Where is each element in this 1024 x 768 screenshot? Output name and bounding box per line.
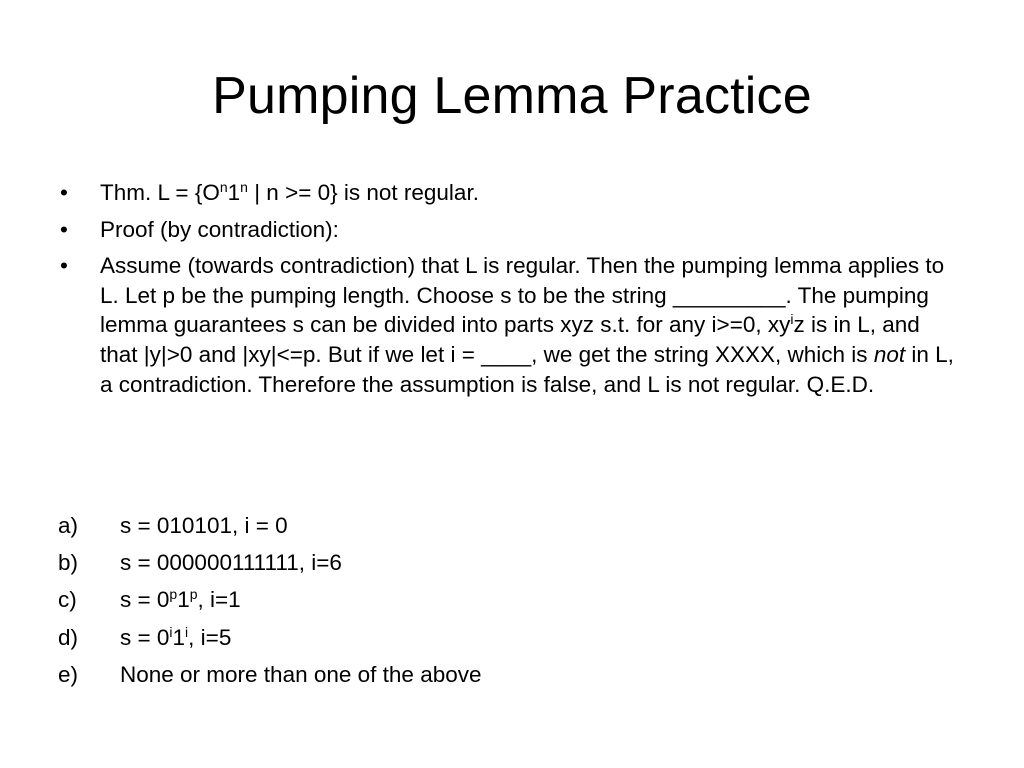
option-text: s = 010101, i = 0 — [120, 513, 288, 538]
assume-text-part3: in L, a contradiction. Therefore the assumption is false, and L is not regular. Q.E.D. — [100, 341, 954, 397]
option-text-post: , i=1 — [197, 587, 241, 613]
option-b — [58, 548, 958, 578]
theorem-sup-1: n — [219, 179, 228, 195]
option-sup-1: p — [169, 586, 178, 603]
option-text-post: , i=5 — [188, 624, 232, 650]
option-sup-2: p — [189, 586, 198, 603]
option-marker: d) — [58, 624, 79, 650]
assume-text-part2: z is in L, and that |y|>0 and |xy|<=p. But if we let i = ____, we get the string XXXX, which is — [100, 312, 920, 367]
theorem-text-post: | n >= 0} is not regular. — [247, 180, 479, 205]
bullet-marker: • — [60, 180, 68, 205]
option-sup-2: i — [185, 623, 189, 640]
option-marker: b) — [58, 550, 79, 576]
assume-text-part1: Assume (towards contradiction) that L is regular. Then the pumping lemma applies to L. Let p be the pumping length. Choose s to be the string _________. The pumping lemma guarantees s can be divided into parts xyz s.t. for any i>=0, xy — [100, 253, 945, 338]
option-text-mid: 1 — [177, 587, 190, 613]
bullet-theorem — [58, 178, 963, 208]
option-text: s = 000000111111, i=6 — [120, 550, 342, 576]
option-e — [58, 660, 958, 690]
option-c — [58, 585, 958, 615]
proof-text: Proof (by contradiction): — [100, 216, 339, 242]
bullet-marker: • — [60, 216, 68, 242]
option-text-mid: 1 — [172, 624, 186, 650]
bullet-assume — [58, 251, 963, 399]
option-a — [58, 511, 958, 541]
answer-options — [58, 511, 958, 697]
bullet-proof — [58, 215, 963, 245]
bullet-list — [58, 178, 963, 406]
theorem-sup-2: n — [240, 179, 248, 195]
option-d — [58, 623, 958, 653]
option-text-pre: s = 0 — [120, 587, 170, 613]
option-text: None or more than one of the above — [120, 661, 482, 687]
theorem-text-mid: 1 — [227, 180, 241, 205]
theorem-text-pre: Thm. L = {O — [100, 180, 220, 205]
option-marker: e) — [58, 661, 79, 687]
option-marker: c) — [58, 587, 77, 613]
assume-italic-not: not — [873, 341, 906, 367]
slide-title: Pumping Lemma Practice — [212, 67, 812, 125]
option-sup-1: i — [169, 623, 173, 640]
bullet-marker: • — [60, 253, 68, 279]
option-marker: a) — [58, 513, 79, 538]
option-text-pre: s = 0 — [120, 624, 170, 650]
assume-sup-i: i — [790, 311, 794, 328]
